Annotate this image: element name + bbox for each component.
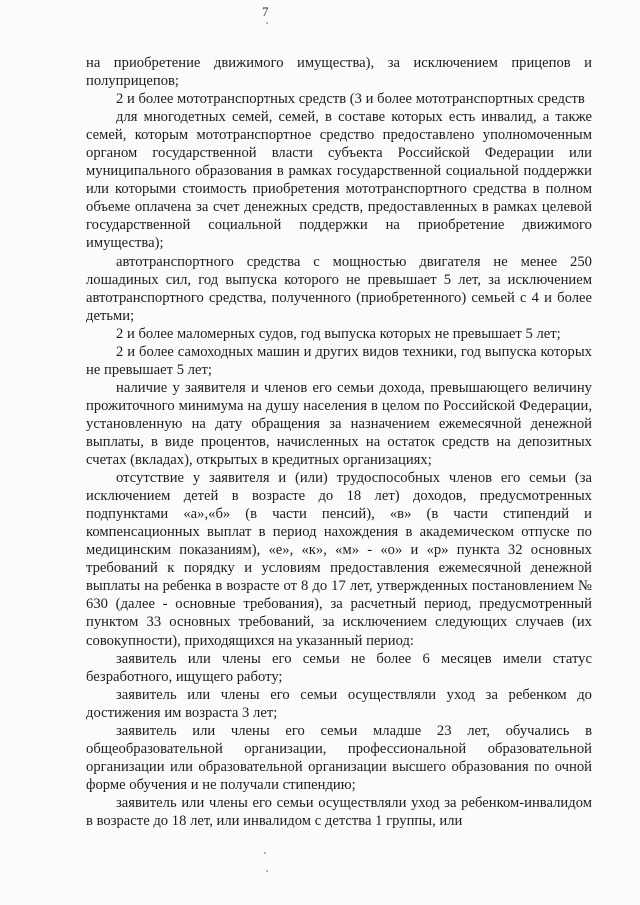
paragraph: заявитель или члены его семьи осуществляли уход за ребенком до достижения им возраста 3 лет;: [86, 686, 592, 721]
scan-speck: [264, 852, 266, 854]
paragraph: 2 и более самоходных машин и других видов техники, год выпуска которых не превышает 5 лет;: [86, 343, 592, 378]
scan-speck: [266, 870, 268, 872]
paragraph: для многодетных семей, семей, в составе которых есть инвалид, а также семей, которым мототранспортное средство предоставлено уполномоченным органом государственной власти субъекта Российской Федерации или муниципального образования в рамках государственной социальной поддержки или которыми стоимость приобретения мототранспортного средства в полном объеме оплачена за счет денежных средств, предоставленных в рамках целевой государственной социальной поддержки на приобретение движимого имущества);: [86, 109, 592, 252]
paragraph: наличие у заявителя и членов его семьи дохода, превышающего величину прожиточного минимума на душу населения в целом по Российской Федерации, установленную на дату обращения за назначением ежемесячной денежной выплаты, в виде процентов, начисленных на остаток средств на депозитных счетах (вкладах), открытых в кредитных организациях;: [86, 379, 592, 469]
paragraph: отсутствие у заявителя и (или) трудоспособных членов его семьи (за исключением детей в возрасте до 18 лет) доходов, предусмотренных подпунктами «а»,«б» (в части пенсий), «в» (в части стипендий и компенсационных выплат в период нахождения в академическом отпуске по медицинским показаниям), «е», «к», «м» - «о» и «р» пункта 32 основных требований к порядку и условиям предоставления ежемесячной денежной выплаты на ребенка в возрасте от 8 до 17 лет, утвержденных постановлением № 630 (далее - основные требования), за расчетный период, предусмотренный пунктом 33 основных требований, за исключением следующих случаев (их совокупности), приходящихся на указанный период:: [86, 470, 592, 649]
paragraph: заявитель или члены его семьи младше 23 лет, обучались в общеобразовательной организации, профессиональной образовательной организации или образовательной организации высшего образования по очной форме обучения и не получали стипендию;: [86, 722, 592, 793]
paragraph: автотранспортного средства с мощностью двигателя не менее 250 лошадиных сил, год выпуска которого не превышает 5 лет, за исключением автотранспортного средства, полученного (приобретенного) семьей с 4 и более детьми;: [86, 253, 592, 324]
page-number: 7: [262, 4, 269, 19]
paragraph: на приобретение движимого имущества), за исключением прицепов и полуприцепов;: [86, 55, 592, 90]
paragraph: заявитель или члены его семьи не более 6 месяцев имели статус безработного, ищущего работу;: [86, 650, 592, 685]
paragraph: 2 и более маломерных судов, год выпуска которых не превышает 5 лет;: [116, 325, 561, 342]
paragraph: 2 и более мототранспортных средств (3 и более мототранспортных средств: [116, 91, 585, 108]
scan-speck: [266, 22, 268, 24]
document-body: [86, 54, 592, 830]
paragraph: заявитель или члены его семьи осуществляли уход за ребенком-инвалидом в возрасте до 18 лет, или инвалидом с детства 1 группы, или: [86, 794, 592, 829]
